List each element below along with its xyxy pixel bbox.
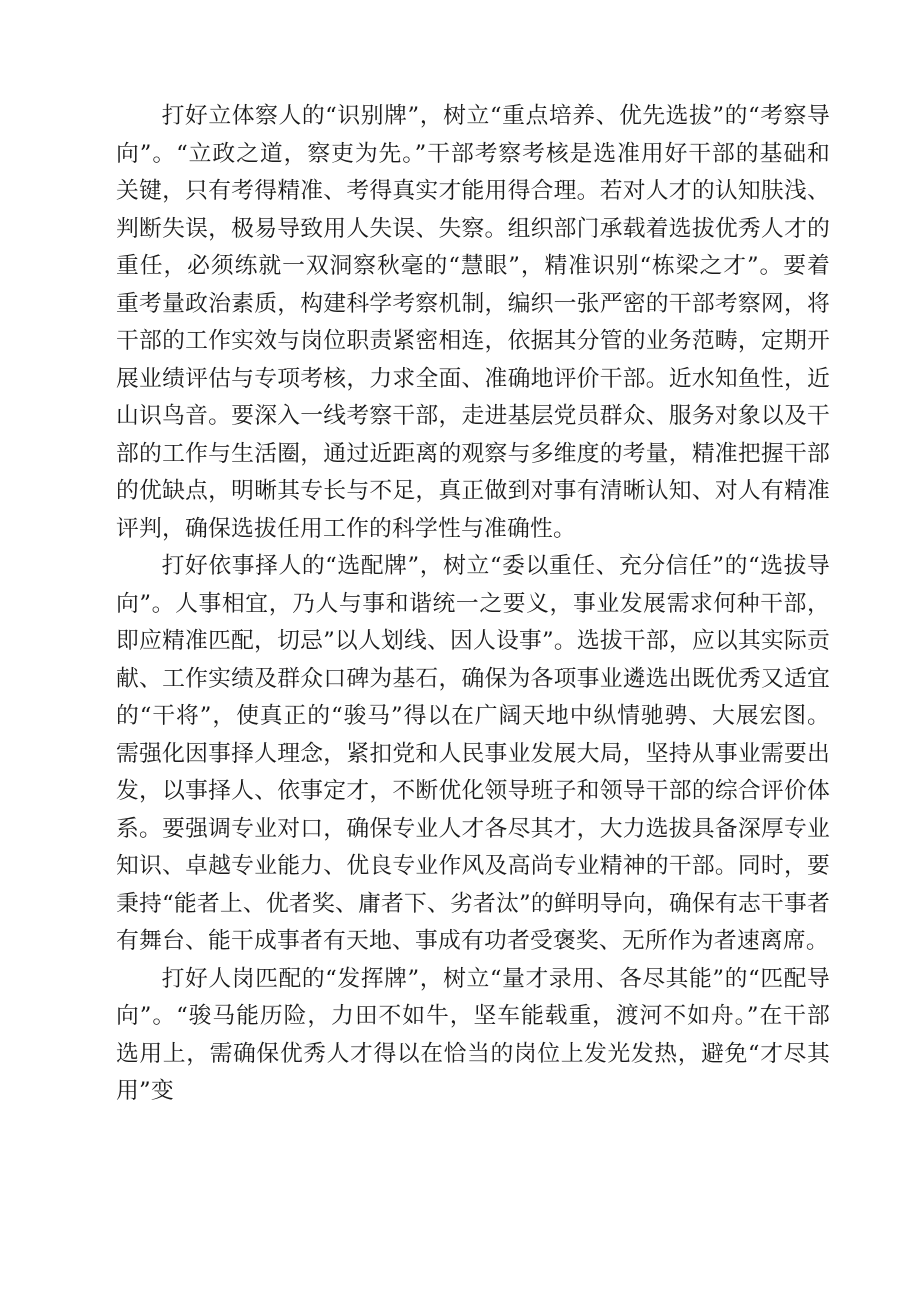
paragraph-identification: 打好立体察人的“识别牌”，树立“重点培养、优先选拔”的“考察导向”。“立政之道，察吏为先。”干部考察考核是选准用好干部的基础和关键，只有考得精准、考得真实才能用得合理。若对人才的认知肤浅、判断失误，极易导致用人失误、失察。组织部门承载着选拔优秀人才的重任，必须练就一双洞察秋毫的“慧眼”，精准识别“栋梁之才”。要着重考量政治素质，构建科学考察机制，编织一张严密的干部考察网，将干部的工作实效与岗位职责紧密相连，依据其分管的业务范畴，定期开展业绩评估与专项考核，力求全面、准确地评价干部。近水知鱼性，近山识鸟音。要深入一线考察干部，走进基层党员群众、服务对象以及干部的工作与生活圈，通过近距离的观察与多维度的考量，精准把握干部的优缺点，明晰其专长与不足，真正做到对事有清晰认知、对人有精准评判，确保选拔任用工作的科学性与准确性。 — [116, 103, 830, 542]
paragraph-selection: 打好依事择人的“选配牌”，树立“委以重任、充分信任”的“选拔导向”。人事相宜，乃人与事和谐统一之要义，事业发展需求何种干部，即应精准匹配，切忌”以人划线、因人设事”。选拔干部，应以其实际贡献、工作实绩及群众口碑为基石，确保为各项事业遴选出既优秀又适宜的“干将”，使真正的“骏马”得以在广阔天地中纵情驰骋、大展宏图。需强化因事择人理念，紧扣党和人民事业发展大局，坚持从事业需要出发，以事择人、依事定才，不断优化领导班子和领导干部的综合评价体系。要强调专业对口，确保专业人才各尽其才，大力选拔具备深厚专业知识、卓越专业能力、优良专业作风及高尚专业精神的干部。同时，要秉持“能者上、优者奖、庸者下、劣者汰”的鲜明导向，确保有志干事者有舞台、能干成事者有天地、事成有功者受褒奖、无所作为者速离席。 — [116, 553, 830, 954]
document-body — [116, 98, 830, 1111]
paragraph-matching: 打好人岗匹配的“发挥牌”，树立“量才录用、各尽其能”的“匹配导向”。“骏马能历险，力田不如牛，坚车能载重，渡河不如舟。”在干部选用上，需确保优秀人才得以在恰当的岗位上发光发热，避免“才尽其用”变 — [116, 965, 830, 1104]
